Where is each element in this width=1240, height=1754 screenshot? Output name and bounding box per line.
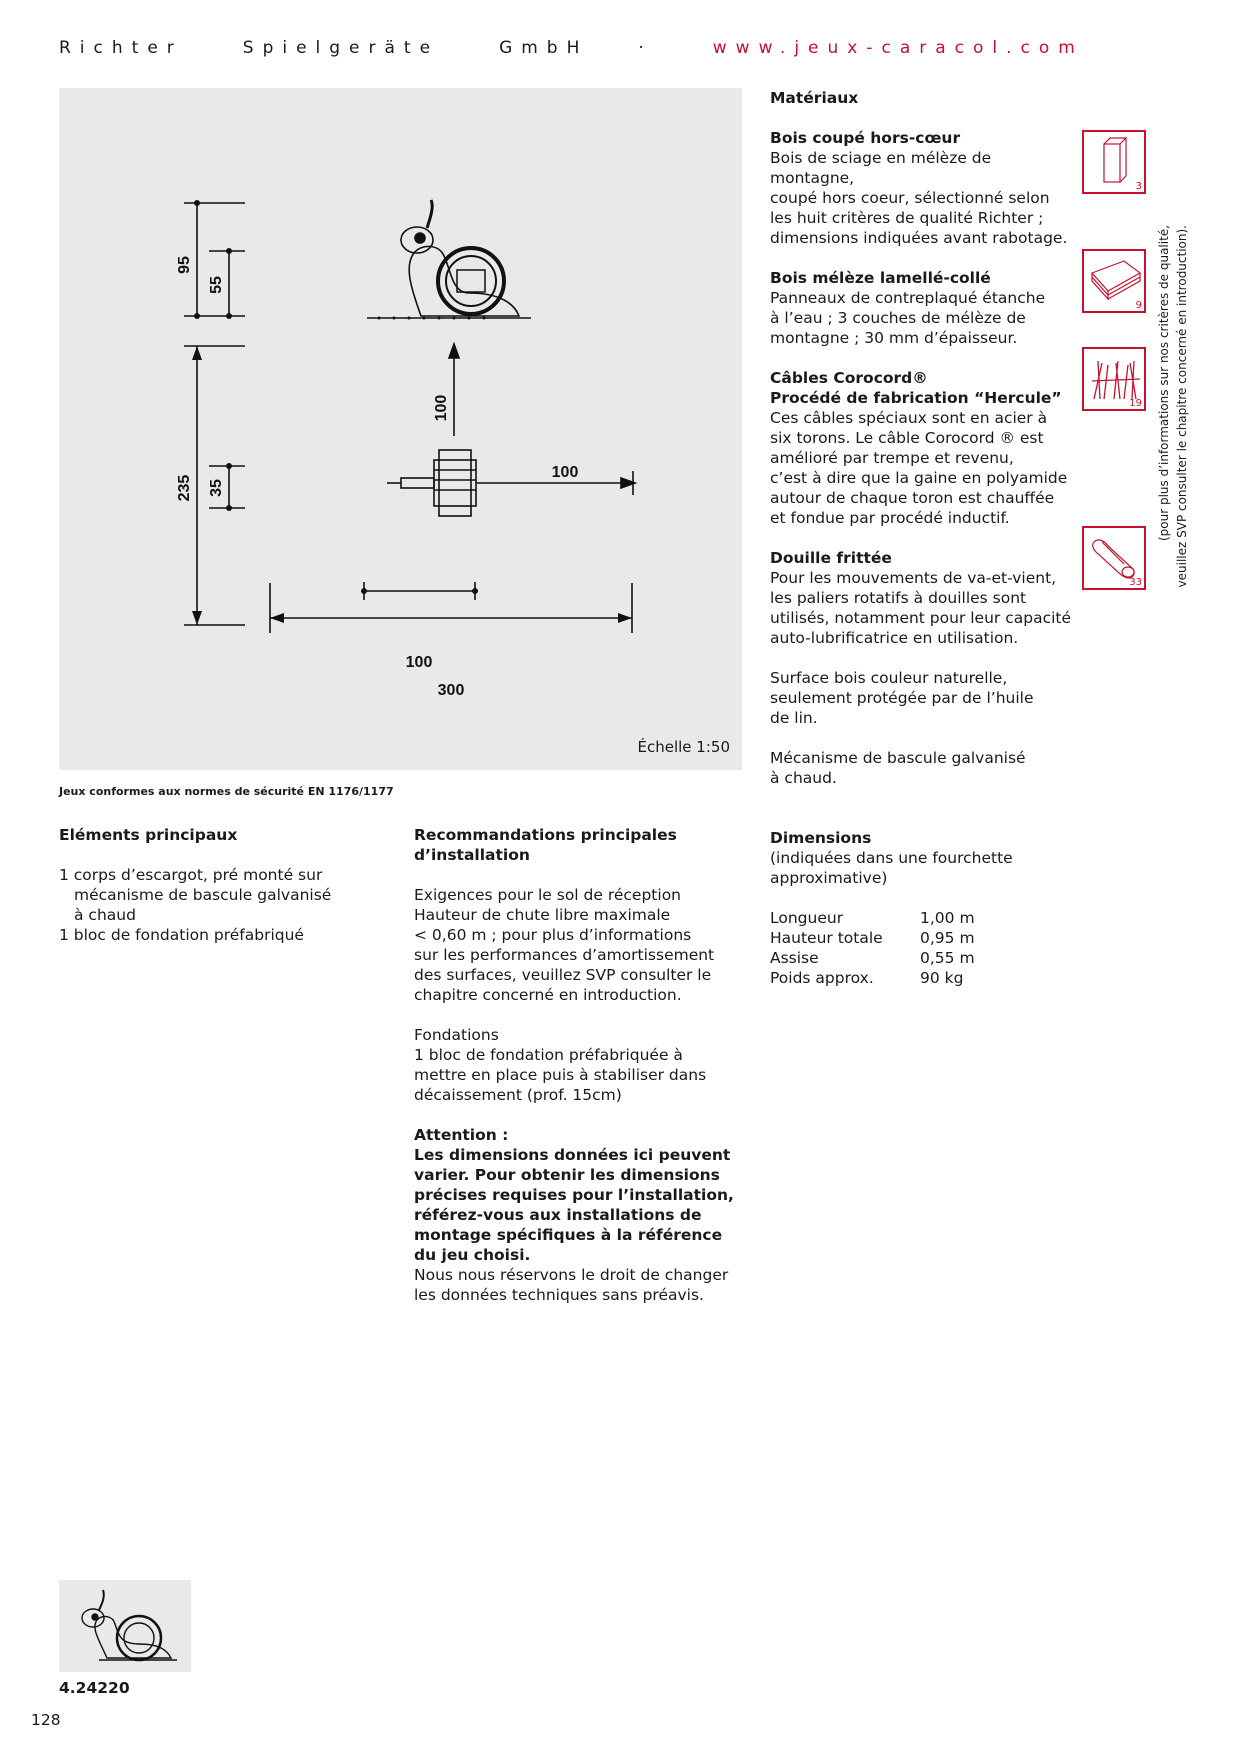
material-line: c’est à dire que la gaine en polyamide	[770, 469, 1068, 487]
heartwood-thumbnail-icon	[1082, 130, 1146, 194]
foundations-line: mettre en place puis à stabiliser dans	[414, 1066, 707, 1084]
dimension-value: 0,55 m	[920, 949, 975, 967]
material-line: amélioré par trempe et revenu,	[770, 449, 1014, 467]
foundations-title: Fondations	[414, 1026, 499, 1044]
soil-requirements-line: Exigences pour le sol de réception	[414, 886, 681, 904]
header-separator: ·	[638, 38, 653, 58]
installation-recommendations-section	[414, 825, 744, 1305]
drawing-scale: Échelle 1:50	[637, 738, 730, 756]
foundations-line: 1 bloc de fondation préfabriquée à	[414, 1046, 683, 1064]
material-line: et fondue par procédé inductif.	[770, 509, 1010, 527]
material-line: Bois de sciage en mélèze de montagne,	[770, 149, 992, 187]
dimension-value: 90 kg	[920, 969, 964, 987]
soil-requirements-line: chapitre concerné en introduction.	[414, 986, 682, 1004]
disclaimer-line: les données techniques sans préavis.	[414, 1286, 704, 1304]
dimension-100-horizontal: 100	[551, 464, 579, 481]
table-row	[770, 948, 975, 968]
dimensions-section	[770, 828, 1080, 988]
side-note-line: veuillez SVP consulter le chapitre concerné en introduction).	[1175, 225, 1189, 588]
mechanism-line: à chaud.	[770, 769, 837, 787]
table-row	[770, 928, 975, 948]
foundations-line: décaissement (prof. 15cm)	[414, 1086, 622, 1104]
thumbnail-number: 33	[1129, 577, 1142, 588]
page-number: 128	[31, 1711, 61, 1729]
material-line: auto-lubrificatrice en utilisation.	[770, 629, 1019, 647]
thumbnail-number: 3	[1135, 181, 1142, 192]
attention-line: Les dimensions données ici peuvent	[414, 1146, 731, 1164]
material-title: Bois mélèze lamellé-collé	[770, 269, 991, 287]
dimension-label: Poids approx.	[770, 969, 874, 987]
disclaimer-line: Nous nous réservons le droit de changer	[414, 1266, 729, 1284]
material-line: montagne ; 30 mm d’épaisseur.	[770, 329, 1018, 347]
material-item-sintered-bushing	[770, 548, 1080, 648]
material-line: coupé hors coeur, sélectionné selon	[770, 189, 1050, 207]
soil-requirements-line: des surfaces, veuillez SVP consulter le	[414, 966, 712, 984]
dimensions-subtitle: approximative)	[770, 869, 888, 887]
laminated-thumbnail-icon	[1082, 249, 1146, 313]
material-subtitle: Procédé de fabrication “Hercule”	[770, 389, 1062, 407]
attention-line: du jeu choisi.	[414, 1246, 531, 1264]
soil-requirements-line: sur les performances d’amortissement	[414, 946, 715, 964]
materials-section	[770, 88, 1080, 988]
attention-line: montage spécifiques à la référence	[414, 1226, 723, 1244]
company-name-spielgeraete: Spielgeräte	[242, 38, 440, 58]
material-line: les paliers rotatifs à douilles sont	[770, 589, 1027, 607]
dimensions-title: Dimensions	[770, 829, 872, 847]
quality-criteria-note	[1155, 225, 1195, 595]
dimension-value: 1,00 m	[920, 909, 975, 927]
cable-thumbnail-icon	[1082, 347, 1146, 411]
dimension-100-bottom: 100	[405, 654, 433, 671]
material-line: six torons. Le câble Corocord ® est	[770, 429, 1044, 447]
recommendations-title: d’installation	[414, 846, 530, 864]
material-line: Panneaux de contreplaqué étanche	[770, 289, 1046, 307]
dimensions-subtitle: (indiquées dans une fourchette	[770, 849, 1013, 867]
material-line: les huit critères de qualité Richter ;	[770, 209, 1044, 227]
technical-drawing-svg	[59, 88, 742, 770]
bushing-thumbnail-icon	[1082, 526, 1146, 590]
soil-requirements-line: < 0,60 m ; pour plus d’informations	[414, 926, 692, 944]
material-title: Bois coupé hors-cœur	[770, 129, 961, 147]
attention-line: varier. Pour obtenir les dimensions	[414, 1166, 720, 1184]
attention-line: référez-vous aux installations de	[414, 1206, 702, 1224]
material-item-corocord-cables	[770, 368, 1080, 528]
recommendations-title: Recommandations principales	[414, 826, 677, 844]
table-row	[770, 968, 975, 988]
material-title: Douille frittée	[770, 549, 892, 567]
table-row	[770, 908, 975, 928]
snail-icon	[59, 1580, 191, 1672]
side-note-line: (pour plus d’informations sur nos critères de qualité,	[1157, 225, 1171, 542]
material-item-heartwood	[770, 128, 1080, 248]
dimension-300: 300	[437, 682, 465, 699]
surface-line: Surface bois couleur naturelle,	[770, 669, 1008, 687]
thumbnail-number: 19	[1129, 398, 1142, 409]
dimensions-table	[770, 908, 975, 988]
dimension-55: 55	[208, 276, 225, 294]
soil-requirements-line: Hauteur de chute libre maximale	[414, 906, 671, 924]
material-line: Pour les mouvements de va-et-vient,	[770, 569, 1057, 587]
materials-title: Matériaux	[770, 89, 859, 107]
dimension-95: 95	[176, 256, 193, 274]
thumbnail-number: 9	[1135, 300, 1142, 311]
dimension-label: Assise	[770, 949, 819, 967]
material-line: autour de chaque toron est chauffée	[770, 489, 1055, 507]
surface-line: de lin.	[770, 709, 818, 727]
dimension-235: 235	[176, 474, 193, 502]
attention-title: Attention :	[414, 1126, 509, 1144]
product-thumbnail	[59, 1580, 191, 1672]
dimension-100-vertical: 100	[433, 394, 450, 422]
safety-norms: Jeux conformes aux normes de sécurité EN 1176/1177	[59, 785, 394, 798]
main-elements-line: mécanisme de bascule galvanisé	[74, 886, 332, 904]
main-elements-line: à chaud	[74, 906, 136, 924]
product-reference: 4.24220	[59, 1679, 130, 1697]
material-line: utilisés, notamment pour leur capacité	[770, 609, 1072, 627]
mechanism-line: Mécanisme de bascule galvanisé	[770, 749, 1026, 767]
main-elements-line: 1 corps d’escargot, pré monté sur	[59, 866, 323, 884]
material-line: Ces câbles spéciaux sont en acier à	[770, 409, 1048, 427]
attention-line: précises requises pour l’installation,	[414, 1186, 734, 1204]
dimension-label: Hauteur totale	[770, 929, 883, 947]
surface-line: seulement protégée par de l’huile	[770, 689, 1034, 707]
company-name-gmbh: GmbH	[499, 38, 589, 58]
material-item-laminated-larch	[770, 268, 1080, 348]
page-header	[59, 38, 1119, 58]
main-elements-title: Eléments principaux	[59, 826, 238, 844]
dimension-35: 35	[208, 479, 225, 497]
material-line: dimensions indiquées avant rabotage.	[770, 229, 1068, 247]
company-name-richter: Richter	[59, 38, 183, 58]
main-elements-section	[59, 825, 359, 945]
main-elements-line: 1 bloc de fondation préfabriqué	[59, 926, 304, 944]
material-title: Câbles Corocord®	[770, 369, 928, 387]
dimension-value: 0,95 m	[920, 929, 975, 947]
material-line: à l’eau ; 3 couches de mélèze de	[770, 309, 1026, 327]
website-link[interactable]: www.jeux-caracol.com	[712, 38, 1084, 58]
technical-drawing	[59, 88, 742, 770]
dimension-label: Longueur	[770, 909, 844, 927]
